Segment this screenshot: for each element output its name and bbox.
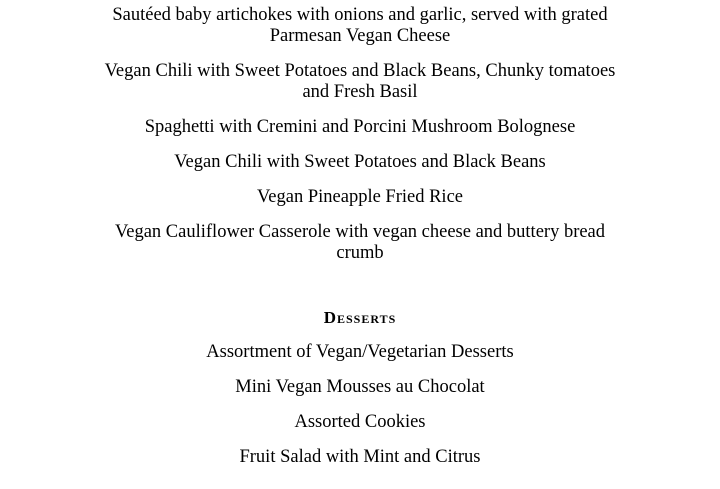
menu-item: Vegan Chili with Sweet Potatoes and Black Beans, Chunky tomatoes and Fresh Basil	[104, 61, 616, 102]
desserts-heading: Desserts	[323, 308, 397, 327]
menu-item: Vegan Pineapple Fried Rice	[256, 187, 463, 207]
menu-item: Vegan Chili with Sweet Potatoes and Black Beans	[174, 152, 546, 172]
menu-document	[0, 5, 720, 482]
mains-list	[0, 5, 720, 264]
desserts-list	[0, 342, 720, 468]
menu-item: Fruit Salad with Mint and Citrus	[239, 447, 481, 467]
menu-item: Spaghetti with Cremini and Porcini Mushroom Bolognese	[144, 117, 576, 137]
menu-item: Mini Vegan Mousses au Chocolat	[235, 377, 485, 397]
menu-item: Assortment of Vegan/Vegetarian Desserts	[206, 342, 514, 362]
menu-item: Sautéed baby artichokes with onions and garlic, served with grated Parmesan Vegan Cheese	[112, 5, 608, 46]
menu-item: Vegan Cauliflower Casserole with vegan cheese and buttery bread crumb	[114, 222, 606, 263]
menu-item: Assorted Cookies	[294, 412, 426, 432]
